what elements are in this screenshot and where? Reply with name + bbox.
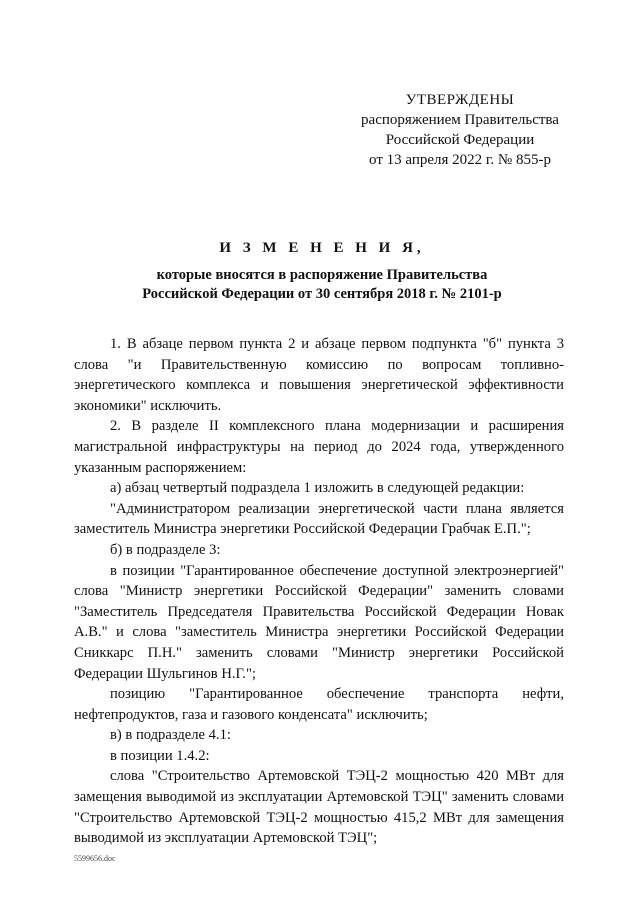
document-body xyxy=(74,334,564,849)
paragraph: б) в подразделе 3: xyxy=(110,541,221,558)
paragraph: в позиции 1.4.2: xyxy=(110,747,210,764)
paragraph: слова "Строительство Артемовской ТЭЦ-2 мощностью 420 МВт для замещения выводимой из эксплуатации Артемовской ТЭЦ" заменить словами "Строительство Артемовской ТЭЦ-2 мощностью 415,2 МВт для замещения выводимой из эксплуатации Артемовской ТЭЦ"; xyxy=(74,768,564,847)
paragraph: позицию "Гарантированное обеспечение транспорта нефти, нефтепродуктов, газа и газового конденсата" исключить; xyxy=(74,686,564,723)
approval-line-2: распоряжением Правительства xyxy=(361,112,559,128)
paragraph: "Администратором реализации энергетической части плана является заместитель Министра энергетики Российской Федерации Грабчак Е.П."; xyxy=(74,500,564,538)
paragraph: 2. В разделе II комплексного плана модернизации и расширения магистральной инфраструктуры на период до 2024 года, утвержденного указанным распоряжением: xyxy=(74,418,564,476)
approval-title: УТВЕРЖДЕНЫ xyxy=(405,92,515,108)
approval-stamp xyxy=(340,90,580,170)
document-heading xyxy=(80,238,564,304)
paragraph: 1. В абзаце первом пункта 2 и абзаце первом подпункта "б" пункта 3 слова "и Правительственную комиссию по вопросам топливно-энергетического комплекса и повышения энергетической эффективности экономики" исключить. xyxy=(74,336,564,414)
paragraph: в позиции "Гарантированное обеспечение доступной электроэнергией" слова "Министр энергетики Российской Федерации" заменить словами "Заместитель Председателя Правительства Российской Федерации Новак А.В." и слова "заместитель Министра энергетики Российской Федерации Сниккарс П.Н." заменить словами "Министр энергетики Российской Федерации Шульгинов Н.Г."; xyxy=(74,562,564,682)
approval-date-number: от 13 апреля 2022 г. № 855-р xyxy=(369,152,551,168)
document-subtitle-line-1: которые вносятся в распоряжение Правительства xyxy=(156,267,488,283)
paragraph: в) в подразделе 4.1: xyxy=(110,727,231,744)
file-code: 5599656.doc xyxy=(74,854,116,863)
document-title: И З М Е Н Е Н И Я, xyxy=(219,240,425,256)
paragraph: а) абзац четвертый подраздела 1 изложить в следующей редакции: xyxy=(110,480,525,497)
document-subtitle-line-2: Российской Федерации от 30 сентября 2018 г. № 2101-р xyxy=(142,286,502,302)
approval-line-3: Российской Федерации xyxy=(385,132,535,148)
